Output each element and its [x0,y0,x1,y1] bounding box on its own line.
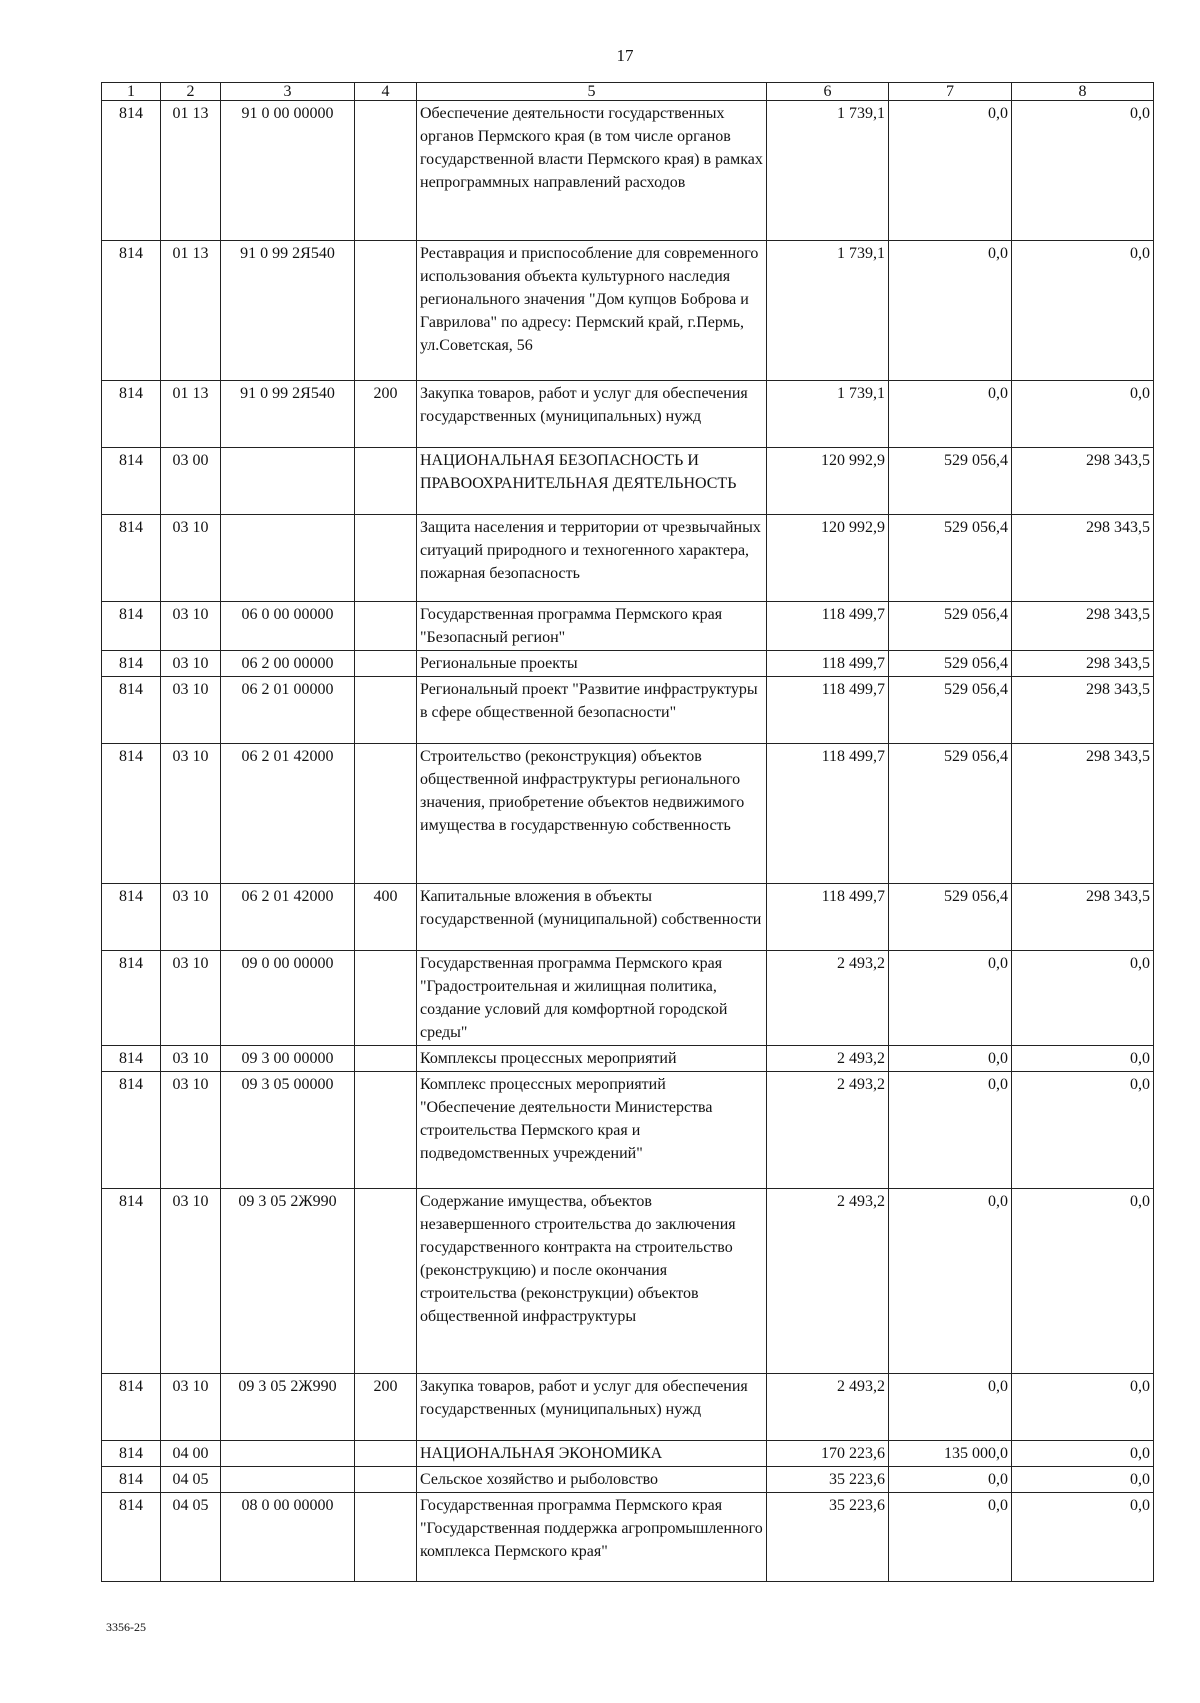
cell-c4 [355,515,417,602]
cell-c8: 0,0 [1012,1467,1154,1493]
cell-c8: 0,0 [1012,1189,1154,1374]
cell-c3: 06 2 01 42000 [221,744,355,884]
cell-c3: 09 3 00 00000 [221,1046,355,1072]
table-row [102,1374,1154,1441]
cell-c6: 1 739,1 [767,381,889,448]
cell-c7: 529 056,4 [889,677,1012,744]
column-header: 7 [889,83,1012,101]
cell-c8: 0,0 [1012,381,1154,448]
cell-c2: 04 05 [161,1493,221,1582]
page-number: 17 [616,46,634,65]
table-row [102,602,1154,651]
cell-c7: 135 000,0 [889,1441,1012,1467]
cell-c1: 814 [102,1441,161,1467]
cell-c8: 298 343,5 [1012,884,1154,951]
cell-c5: Строительство (реконструкция) объектов общественной инфраструктуры регионального значения, приобретение объектов недвижимого имущества в государственную собственность [417,744,767,884]
cell-c7: 0,0 [889,1467,1012,1493]
cell-c3: 09 3 05 2Ж990 [221,1189,355,1374]
table-row [102,1072,1154,1189]
cell-c5: Комплекс процессных мероприятий "Обеспечение деятельности Министерства строительства Пермского края и подведомственных учреждений" [417,1072,767,1189]
budget-table [101,82,1154,1582]
cell-c3: 06 2 00 00000 [221,651,355,677]
cell-c2: 03 10 [161,884,221,951]
cell-c7: 0,0 [889,381,1012,448]
table-row [102,1493,1154,1582]
cell-c1: 814 [102,651,161,677]
cell-c5: Сельское хозяйство и рыболовство [417,1467,767,1493]
cell-c6: 118 499,7 [767,744,889,884]
cell-c6: 118 499,7 [767,677,889,744]
cell-c6: 2 493,2 [767,1072,889,1189]
cell-c8: 0,0 [1012,1374,1154,1441]
table-row [102,951,1154,1046]
table-row [102,1441,1154,1467]
cell-c2: 04 05 [161,1467,221,1493]
cell-c5: Региональный проект "Развитие инфраструктуры в сфере общественной безопасности" [417,677,767,744]
cell-c2: 01 13 [161,241,221,381]
cell-c2: 03 10 [161,1072,221,1189]
cell-c2: 03 10 [161,515,221,602]
cell-c8: 298 343,5 [1012,744,1154,884]
cell-c1: 814 [102,1374,161,1441]
cell-c7: 0,0 [889,951,1012,1046]
cell-c3 [221,1441,355,1467]
cell-c8: 0,0 [1012,241,1154,381]
cell-c7: 0,0 [889,101,1012,241]
cell-c3: 06 0 00 00000 [221,602,355,651]
cell-c7: 529 056,4 [889,744,1012,884]
cell-c8: 0,0 [1012,1046,1154,1072]
cell-c3: 09 3 05 00000 [221,1072,355,1189]
cell-c8: 298 343,5 [1012,651,1154,677]
cell-c7: 529 056,4 [889,602,1012,651]
column-header: 4 [355,83,417,101]
cell-c6: 2 493,2 [767,951,889,1046]
table-row [102,1467,1154,1493]
cell-c8: 298 343,5 [1012,677,1154,744]
cell-c3: 09 3 05 2Ж990 [221,1374,355,1441]
table-row [102,677,1154,744]
cell-c5: Региональные проекты [417,651,767,677]
cell-c2: 03 10 [161,1046,221,1072]
cell-c7: 0,0 [889,1072,1012,1189]
cell-c6: 1 739,1 [767,101,889,241]
cell-c6: 118 499,7 [767,651,889,677]
cell-c4 [355,744,417,884]
cell-c2: 03 10 [161,677,221,744]
cell-c5: Государственная программа Пермского края "Безопасный регион" [417,602,767,651]
cell-c6: 120 992,9 [767,448,889,515]
cell-c7: 529 056,4 [889,884,1012,951]
cell-c7: 0,0 [889,1189,1012,1374]
cell-c4 [355,1189,417,1374]
cell-c2: 03 00 [161,448,221,515]
cell-c2: 04 00 [161,1441,221,1467]
cell-c3: 91 0 99 2Я540 [221,241,355,381]
column-header: 5 [417,83,767,101]
cell-c3 [221,1467,355,1493]
cell-c7: 0,0 [889,1374,1012,1441]
cell-c4: 200 [355,381,417,448]
cell-c8: 298 343,5 [1012,448,1154,515]
cell-c2: 01 13 [161,101,221,241]
cell-c4 [355,241,417,381]
cell-c1: 814 [102,951,161,1046]
cell-c5: Комплексы процессных мероприятий [417,1046,767,1072]
cell-c5: Реставрация и приспособление для современного использования объекта культурного наследия регионального значения "Дом купцов Боброва и Гаврилова" по адресу: Пермский край, г.Пермь, ул.Советская, 56 [417,241,767,381]
cell-c3: 08 0 00 00000 [221,1493,355,1582]
table-row [102,884,1154,951]
cell-c1: 814 [102,884,161,951]
cell-c1: 814 [102,1467,161,1493]
table-row [102,101,1154,241]
cell-c2: 03 10 [161,744,221,884]
cell-c4 [355,448,417,515]
cell-c1: 814 [102,1189,161,1374]
cell-c4 [355,1046,417,1072]
cell-c4: 200 [355,1374,417,1441]
cell-c5: Государственная программа Пермского края "Государственная поддержка агропромышленного комплекса Пермского края" [417,1493,767,1582]
cell-c8: 0,0 [1012,101,1154,241]
cell-c7: 529 056,4 [889,651,1012,677]
cell-c5: Закупка товаров, работ и услуг для обеспечения государственных (муниципальных) нужд [417,1374,767,1441]
cell-c4 [355,1493,417,1582]
cell-c3: 06 2 01 42000 [221,884,355,951]
cell-c5: Защита населения и территории от чрезвычайных ситуаций природного и техногенного характера, пожарная безопасность [417,515,767,602]
cell-c1: 814 [102,1493,161,1582]
column-header: 2 [161,83,221,101]
table-row [102,744,1154,884]
cell-c4 [355,651,417,677]
cell-c8: 298 343,5 [1012,602,1154,651]
cell-c8: 0,0 [1012,1441,1154,1467]
column-header: 6 [767,83,889,101]
cell-c4 [355,602,417,651]
cell-c2: 03 10 [161,602,221,651]
cell-c4: 400 [355,884,417,951]
cell-c1: 814 [102,241,161,381]
table-row [102,1046,1154,1072]
cell-c1: 814 [102,381,161,448]
cell-c2: 03 10 [161,951,221,1046]
cell-c7: 529 056,4 [889,515,1012,602]
table-row [102,381,1154,448]
cell-c6: 1 739,1 [767,241,889,381]
cell-c2: 03 10 [161,1189,221,1374]
cell-c7: 0,0 [889,1493,1012,1582]
cell-c4 [355,677,417,744]
table-row [102,1189,1154,1374]
cell-c4 [355,101,417,241]
table-row [102,651,1154,677]
cell-c3: 91 0 00 00000 [221,101,355,241]
cell-c7: 529 056,4 [889,448,1012,515]
table-row [102,448,1154,515]
cell-c6: 35 223,6 [767,1493,889,1582]
cell-c5: Обеспечение деятельности государственных органов Пермского края (в том числе органов государственной власти Пермского края) в рамках непрограммных направлений расходов [417,101,767,241]
table-row [102,515,1154,602]
document-code: 3356-25 [106,1620,146,1634]
cell-c8: 298 343,5 [1012,515,1154,602]
cell-c4 [355,1467,417,1493]
cell-c3: 91 0 99 2Я540 [221,381,355,448]
cell-c2: 03 10 [161,651,221,677]
cell-c2: 03 10 [161,1374,221,1441]
cell-c6: 2 493,2 [767,1189,889,1374]
cell-c6: 2 493,2 [767,1374,889,1441]
cell-c5: НАЦИОНАЛЬНАЯ БЕЗОПАСНОСТЬ И ПРАВООХРАНИТЕЛЬНАЯ ДЕЯТЕЛЬНОСТЬ [417,448,767,515]
cell-c6: 118 499,7 [767,602,889,651]
cell-c4 [355,1072,417,1189]
cell-c1: 814 [102,744,161,884]
cell-c7: 0,0 [889,241,1012,381]
cell-c8: 0,0 [1012,1493,1154,1582]
cell-c3 [221,515,355,602]
cell-c4 [355,1441,417,1467]
cell-c1: 814 [102,515,161,602]
cell-c1: 814 [102,101,161,241]
cell-c1: 814 [102,448,161,515]
table-header-row [102,83,1154,101]
cell-c6: 35 223,6 [767,1467,889,1493]
cell-c4 [355,951,417,1046]
cell-c1: 814 [102,677,161,744]
cell-c7: 0,0 [889,1046,1012,1072]
cell-c1: 814 [102,602,161,651]
cell-c6: 2 493,2 [767,1046,889,1072]
cell-c8: 0,0 [1012,951,1154,1046]
cell-c3: 06 2 01 00000 [221,677,355,744]
table-row [102,241,1154,381]
cell-c8: 0,0 [1012,1072,1154,1189]
cell-c6: 118 499,7 [767,884,889,951]
column-header: 1 [102,83,161,101]
cell-c6: 170 223,6 [767,1441,889,1467]
cell-c5: Государственная программа Пермского края "Градостроительная и жилищная политика, создание условий для комфортной городской среды" [417,951,767,1046]
column-header: 8 [1012,83,1154,101]
cell-c3 [221,448,355,515]
cell-c6: 120 992,9 [767,515,889,602]
cell-c1: 814 [102,1072,161,1189]
cell-c2: 01 13 [161,381,221,448]
cell-c5: НАЦИОНАЛЬНАЯ ЭКОНОМИКА [417,1441,767,1467]
cell-c5: Содержание имущества, объектов незавершенного строительства до заключения государственного контракта на строительство (реконструкцию) и после окончания строительства (реконструкции) объектов общественной инфраструктуры [417,1189,767,1374]
column-header: 3 [221,83,355,101]
cell-c1: 814 [102,1046,161,1072]
cell-c5: Закупка товаров, работ и услуг для обеспечения государственных (муниципальных) нужд [417,381,767,448]
cell-c5: Капитальные вложения в объекты государственной (муниципальной) собственности [417,884,767,951]
cell-c3: 09 0 00 00000 [221,951,355,1046]
